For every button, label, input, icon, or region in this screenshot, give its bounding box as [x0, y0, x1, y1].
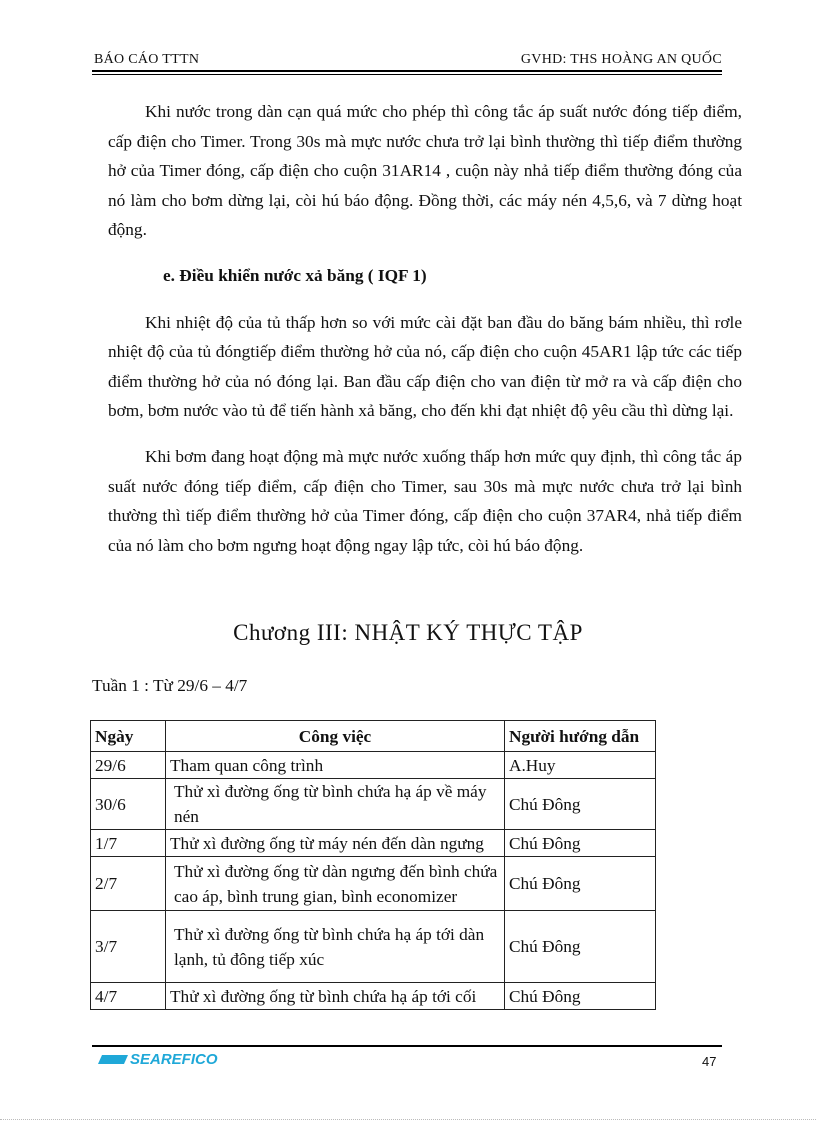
paragraph-pump: Khi bơm đang hoạt động mà mực nước xuống thấp hơn mức quy định, thì công tắc áp suất nước đóng tiếp điểm, cấp điện cho Timer, sau 30s mà mực nước chưa trở lại bình thường thì tiếp điểm thường hở của Timer đóng, cấp điện cho cuộn 37AR4, nhả tiếp điểm của nó làm cho bơm ngưng hoạt động ngay lập tức, còi hú báo động. — [108, 446, 742, 555]
paragraph-defrost: Khi nhiệt độ của tủ thấp hơn so với mức cài đặt ban đầu do băng bám nhiều, thì rơle nhiệt độ của tủ đóngtiếp điểm thường hở của nó, cấp điện cho cuộn 45AR1 lập tức các tiếp điểm thường hở của nó đóng lại. Ban đầu cấp điện cho van điện từ mở ra và cấp điện cho bơm, bơm nước vào tủ để tiến hành xả băng, cho đến khi đạt nhiệt độ yêu cầu thì dừng lại. — [108, 312, 742, 421]
cell-work: Tham quan công trình — [166, 752, 505, 779]
column-header-date: Ngày — [91, 721, 166, 752]
table-row — [91, 779, 656, 830]
cell-guide: Chú Đông — [505, 779, 656, 830]
cell-date: 1/7 — [91, 830, 166, 857]
body-text — [108, 97, 742, 560]
page-edge-divider — [0, 1119, 816, 1120]
table-row — [91, 911, 656, 983]
table-header-row — [91, 721, 656, 752]
page-number: 47 — [702, 1054, 717, 1069]
section-heading-e: e. Điều khiển nước xả băng ( IQF 1) — [163, 265, 427, 285]
cell-guide: Chú Đông — [505, 983, 656, 1010]
cell-work: Thử xì đường ống từ bình chứa hạ áp về máy nén — [166, 779, 505, 830]
week-label: Tuần 1 : Từ 29/6 – 4/7 — [92, 676, 248, 695]
table-row — [91, 857, 656, 911]
cell-work: Thử xì đường ống từ máy nén đến dàn ngưng — [166, 830, 505, 857]
header-rule-thin — [92, 74, 722, 75]
cell-guide: Chú Đông — [505, 857, 656, 911]
header-rule — [92, 70, 722, 72]
table-row — [91, 983, 656, 1010]
internship-log-table — [90, 720, 656, 1010]
column-header-guide: Người hướng dẫn — [505, 721, 656, 752]
cell-work: Thử xì đường ống từ bình chứa hạ áp tới dàn lạnh, tủ đông tiếp xúc — [166, 911, 505, 983]
cell-date: 4/7 — [91, 983, 166, 1010]
page-header — [92, 52, 722, 72]
header-supervisor: GVHD: THS HOÀNG AN QUỐC — [520, 52, 722, 67]
cell-work: Thử xì đường ống từ bình chứa hạ áp tới cối — [166, 983, 505, 1010]
cell-guide: Chú Đông — [505, 911, 656, 983]
table-row — [91, 752, 656, 779]
column-header-work: Công việc — [166, 721, 505, 752]
paragraph-timer: Khi nước trong dàn cạn quá mức cho phép thì công tắc áp suất nước đóng tiếp điểm, cấp điện cho Timer. Trong 30s mà mực nước chưa trở lại bình thường thì tiếp điểm thường hở của Timer đóng, cấp điện cho cuộn 31AR14 , cuộn này nhả tiếp điểm thường đóng của nó làm cho bơm dừng lại, còi hú báo động. Đồng thời, các máy nén 4,5,6, và 7 dừng hoạt động. — [108, 102, 742, 240]
cell-guide: A.Huy — [505, 752, 656, 779]
logo-wordmark: SEAREFICO — [130, 1051, 218, 1068]
cell-date: 29/6 — [91, 752, 166, 779]
cell-work: Thử xì đường ống từ dàn ngưng đến bình chứa cao áp, bình trung gian, bình economizer — [166, 857, 505, 911]
header-report-title: BÁO CÁO TTTN — [94, 52, 200, 67]
cell-guide: Chú Đông — [505, 830, 656, 857]
chapter-title: Chương III: NHẬT KÝ THỰC TẬP — [233, 620, 583, 645]
cell-date: 2/7 — [91, 857, 166, 911]
cell-date: 30/6 — [91, 779, 166, 830]
searefico-logo — [96, 1047, 230, 1069]
table-row — [91, 830, 656, 857]
cell-date: 3/7 — [91, 911, 166, 983]
